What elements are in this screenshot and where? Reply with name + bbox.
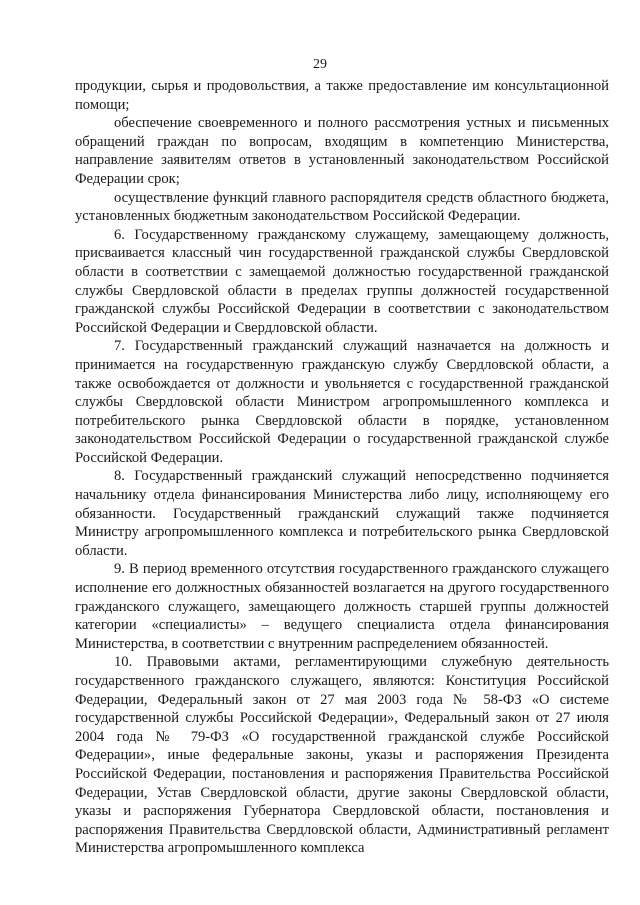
document-body — [75, 77, 609, 858]
paragraph-8-subordination: 8. Государственный гражданский служащий непосредственно подчиняется начальнику отдела финансирования Министерства либо лицу, исполняющему его обязанности. Государственный гражданский служащий также подчиняется Министру агропромышленного комплекса и потребительского рынка Свердловской области. — [75, 468, 609, 559]
paragraph-9-substitution: 9. В период временного отсутствия государственного гражданского служащего исполнение его должностных обязанностей возлагается на другого государственного гражданского служащего, замещающего должность старшей группы должностей категории «специалисты» – ведущего специалиста отдела финансирования Министерства, в соответствии с внутренним распределением обязанностей. — [75, 561, 609, 652]
paragraph-7-appointment: 7. Государственный гражданский служащий назначается на должность и принимается на государственную гражданскую службу Свердловской области, а также освобождается от должности и увольняется с государственной гражданской службы Свердловской области Министром агропромышленного комплекса и потребительского рынка Свердловской области в порядке, установленном законодательством Российской Федерации о государственной гражданской службе Российской Федерации. — [75, 338, 609, 466]
paragraph-budget: осуществление функций главного распорядителя средств областного бюджета, установленных бюджетным законодательством Российской Федерации. — [75, 189, 609, 225]
paragraph-continuation: продукции, сырья и продовольствия, а также предоставление им консультационной помощи; — [75, 78, 609, 113]
page-number: 29 — [313, 57, 327, 72]
paragraph-appeals: обеспечение своевременного и полного рассмотрения устных и письменных обращений граждан по вопросам, входящим в компетенцию Министерства, направление заявителям ответов в установленный законодательством Российской Федерации срок; — [75, 115, 609, 187]
paragraph-6-class-rank: 6. Государственному гражданскому служащему, замещающему должность, присваивается классный чин государственной гражданской службы Свердловской области в соответствии с замещаемой должностью государственной гражданской службы Свердловской области в пределах группы должностей государственной гражданской службы Российской Федерации в соответствии с законодательством Российской Федерации и Свердловской области. — [75, 226, 609, 336]
paragraph-10-legal-acts: 10. Правовыми актами, регламентирующими служебную деятельность государственного гражданского служащего, являются: Конституция Российской Федерации, Федеральный закон от 27 мая 2003 года № 58-ФЗ «О системе государственной службы Российской Федерации», Федеральный закон от 27 июля 2004 года № 79-ФЗ «О государственной гражданской службе Российской Федерации», иные федеральные законы, указы и распоряжения Президента Российской Федерации, постановления и распоряжения Правительства Российской Федерации, Устав Свердловской области, другие законы Свердловской области, указы и распоряжения Губернатора Свердловской области, постановления и распоряжения Правительства Свердловской области, Административный регламент Министерства агропромышленного комплекса — [75, 654, 609, 857]
